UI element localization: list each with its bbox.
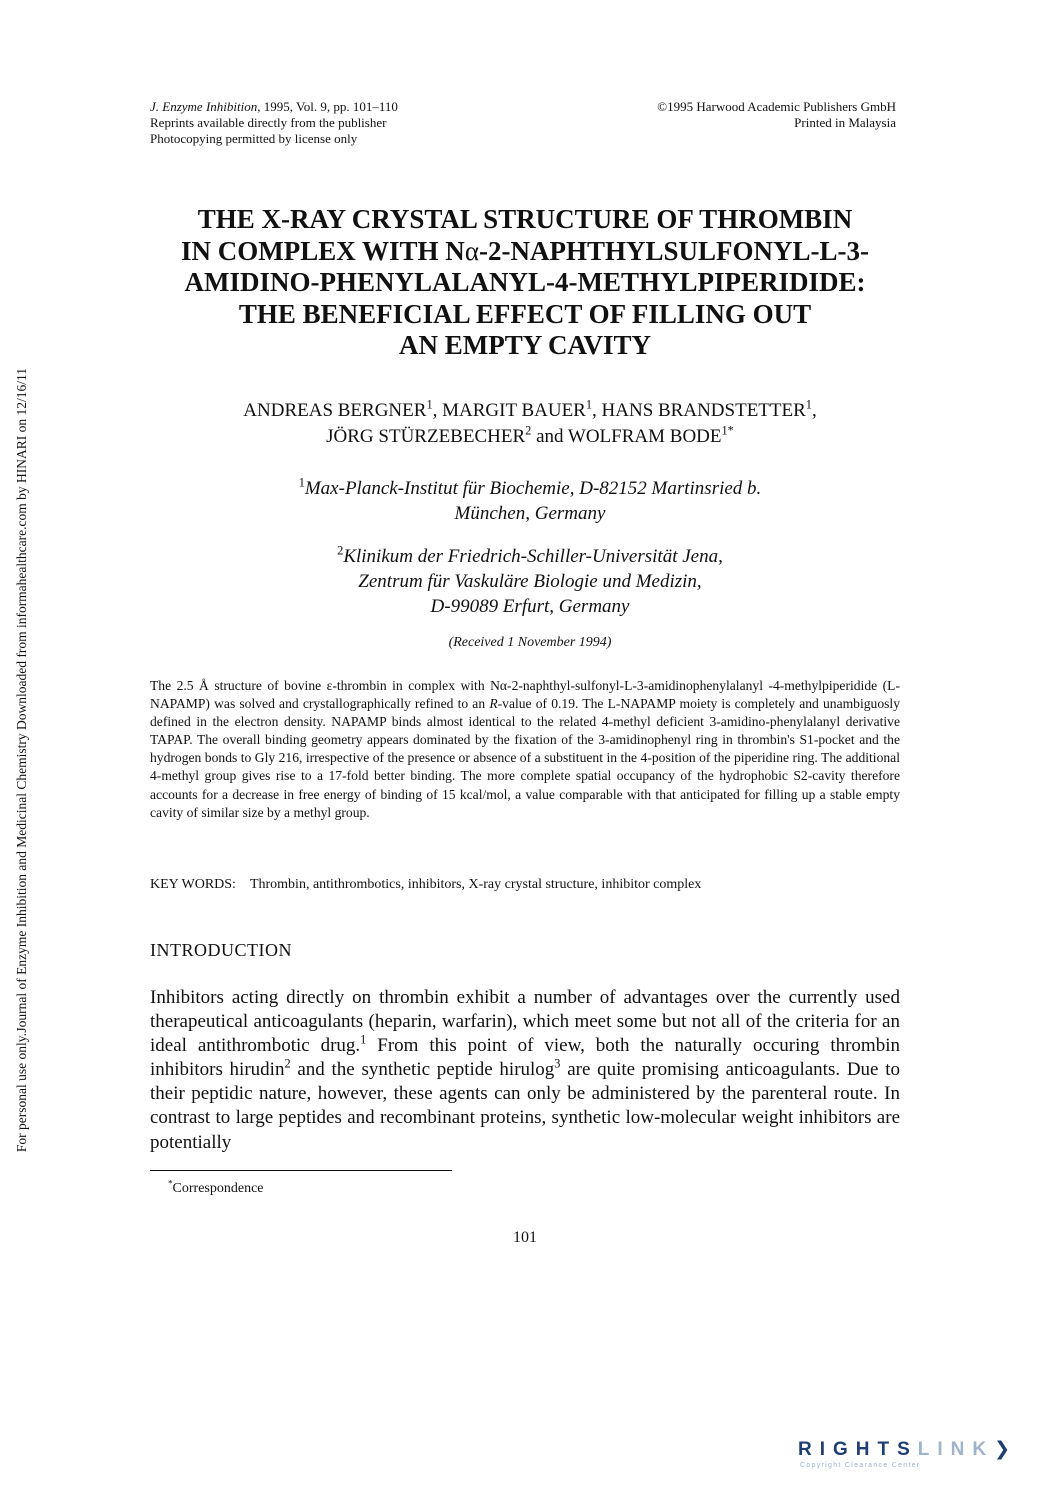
alpha-symbol: α xyxy=(464,235,479,266)
author: JÖRG STÜRZEBECHER xyxy=(326,426,526,447)
affiliation-2: $^2$Klinikum der Friedrich-Schiller-Universität Jena, Zentrum für Vaskuläre Biologie und Medizin, D-99089 Erfurt, Germany xyxy=(337,543,723,617)
rightslink-logo[interactable]: RIGHTSLINK❯ Copyright Clearance Center xyxy=(798,1439,1011,1469)
title-line: THE BENEFICIAL EFFECT OF FILLING OUT xyxy=(238,298,812,329)
photocopy-note: Photocopying permitted by license only xyxy=(150,131,358,146)
author: ANDREAS BERGNER xyxy=(243,400,427,421)
citation-ref: 3 xyxy=(554,1056,561,1071)
publisher-header xyxy=(600,99,896,131)
journal-volume-pages: , 1995, Vol. 9, pp. 101–110 xyxy=(257,99,398,114)
footnote: *Correspondence xyxy=(168,1178,264,1196)
article-title xyxy=(130,204,920,362)
keywords-label: KEY WORDS: xyxy=(150,877,236,892)
title-line: THE X-RAY CRYSTAL STRUCTURE OF THROMBIN xyxy=(197,204,853,234)
reprints-note: Reprints available directly from the publisher xyxy=(150,115,387,130)
journal-header xyxy=(150,99,590,147)
download-watermark: Journal of Enzyme Inhibition and Medicinal Chemistry Downloaded from informahealthcare.com by HINARI on 12/16/11 For personal use only. xyxy=(14,368,29,1152)
author: WOLFRAM BODE xyxy=(567,426,722,447)
chevron-right-icon: ❯ xyxy=(994,1439,1011,1460)
section-heading: INTRODUCTION xyxy=(150,940,292,960)
keywords xyxy=(150,877,900,893)
author: MARGIT BAUER xyxy=(442,400,586,421)
author: HANS BRANDSTETTER xyxy=(601,400,806,421)
citation-ref: 1 xyxy=(360,1032,367,1047)
author-list: ANDREAS BERGNER$^1$, MARGIT BAUER$^1$, HANS BRANDSTETTER$^1$, JÖRG STÜRZEBECHER$^2$ and WOLFRAM $BODE^{1*}$ xyxy=(243,397,817,447)
journal-citation xyxy=(150,99,590,115)
title-line: AN EMPTY CAVITY xyxy=(398,330,652,360)
footnote-divider xyxy=(150,1170,452,1171)
page-number: 101 xyxy=(513,1229,537,1246)
printed-in-line: Printed in Malaysia xyxy=(794,115,896,130)
title-line: AMIDINO-PHENYLALANYL-4-METHYLPIPERIDIDE: xyxy=(184,267,866,297)
keywords-text: Thrombin, antithrombotics, inhibitors, X-ray crystal structure, inhibitor complex xyxy=(249,877,702,892)
journal-name: J. Enzyme Inhibition xyxy=(150,99,258,114)
copyright-line: ©1995 Harwood Academic Publishers GmbH xyxy=(657,99,896,114)
abstract: The 2.5 Å structure of bovine ε-thrombin in complex with Nα-2-naphthyl-sulfonyl-L-3-amidinophenylalanyl -4-methylpiperidide (L-NAPAMP) was solved and crystallographically refined to an R-value of 0.19. The L-NAPAMP moiety is completely and unambiguosly defined in the electron density. NAPAMP binds almost identical to the related 4-methyl deficient 3-amidino-phenylalanyl derivative TAPAP. The overall binding geometry appears dominated by the fixation of the 3-amidinophenyl ring in thrombin's S1-pocket and the hydrogen bonds to Gly 216, irrespective of the presence or absence of a substituent in the 4-position of the piperidine ring. The additional 4-methyl group gives rise to a 17-fold better binding. The more complete spatial occupancy of the hydrophobic S2-cavity therefore accounts for a decrease in free energy of binding of 15 kcal/mol, a value comparable with that anticipated for filling up a stable empty cavity of similar size by a methyl group. xyxy=(150,678,901,820)
introduction-paragraph: Inhibitors acting directly on thrombin exhibit a number of advantages over the currently used therapeutical anticoagulants (heparin, warfarin), which meet some but not all of the criteria for an ideal antithrombotic drug.$^1$ From this point of view, both the naturally occuring thrombin inhibitors hirudin$^2$ and the synthetic peptide hirulog$^3$ are quite promising anticoagulants. Due to their peptidic nature, however, these agents can only be administered by the parenteral route. In contrast to large peptides and recombinant proteins, synthetic low-molecular weight inhibitors are potentially xyxy=(150,987,900,1153)
citation-ref: 2 xyxy=(284,1056,291,1071)
received-date: (Received 1 November 1994) xyxy=(448,635,612,650)
affiliation-1: $^1$Max-Planck-Institut für Biochemie, D-82152 Martinsried b. München, Germany xyxy=(298,475,762,524)
title-line: IN COMPLEX WITH Nα-2-NAPHTHYLSULFONYL-L-3- xyxy=(181,235,869,266)
